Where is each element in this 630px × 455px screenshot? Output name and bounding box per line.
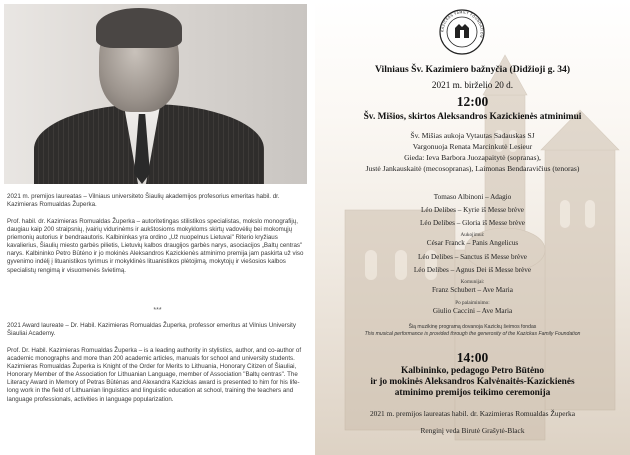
venue: Vilniaus Šv. Kazimiero bažnyčia (Didžioji g. 34) [374,64,571,75]
event-date: 2021 m. birželio 20 d. [431,80,514,90]
music-note-lt: Šią muzikinę programą dovanoja Kazickų šeimos fondas [408,324,537,330]
laureate-portrait [4,4,307,184]
program-item: Franz Schubert – Ave Maria [432,286,513,294]
program-item: Léo Delibes – Agnus Dei iš Messe brève [413,266,532,274]
mass-title: Šv. Mišios, skirtos Aleksandros Kazickienės atminimui [363,112,582,122]
program-item: Giulio Caccini – Ave Maria [432,307,513,315]
bio-lt: Prof. habil. dr. Kazimieras Romualdas Župerka – autoritetingas stilistikos specialistas, mokslo monografijų, daugiau kaip 200 straipsnių, įvairių vidurinėms ir aukštosioms mokykloms skirtų vadovėlių bei mokomųjų priemonių autorius ir bendraautoris. Kalbininkas yra ordino „Už nuopelnus Lietuvai" Riterio kryžiaus kavalierius, Šiaulių miesto garbės pilietis, Lietuvių kalbos draugijos garbės narys, asociacijos „Baltų centras" narys. Kalbininko Petro Būtėno ir jo mokinės Aleksandros Kazickienės atminimo premija jam paskirta už viso gyvenimo indėlį į lituanistikos tyrimus ir mokyklinės lituanistikos plėtojimą, mokytojų ir viešosios kalbos specialistų rengimą ir visuomenės švietimą. [7,218,304,274]
caption-en: 2021 Award laureate – Dr. Habil. Kazimieras Romualdas Župerka, professor emeritus at Vilnius University Šiauliai Academy. [7,322,296,338]
program-item: Léo Delibes – Kyrie iš Messe brève [421,206,524,214]
laureate-line: 2021 m. premijos laureatas habil. dr. Kazimieras Romualdas Župerka [369,409,576,418]
program-item: Tomaso Albinoni – Adagio [433,193,512,201]
ceremony-title-line: atminimo premijos teikimo ceremonija [394,388,551,398]
program-label: Po palaiminimo: [455,300,490,306]
performer-line: Gieda: Ieva Barbora Juozapaitytė (sopranas), [404,153,541,162]
music-note-en: This musical performance is provided through the generosity of the Kazickas Family Foundation [364,331,581,337]
performer-line: Justė Jankauskaitė (mecosopranas), Laimonas Bendaravičius (tenoras) [365,164,580,173]
ceremony-title-line: Kalbininko, pedagogo Petro Būtėno [400,366,545,376]
mass-time: 12:00 [456,94,489,109]
caption-lt: 2021 m. premijos laureatas – Vilniaus universiteto Šiaulių akademijos profesorius emeritas habil. dr. Kazimieras Romualdas Župerka. [7,193,280,209]
separator-stars: *** [153,307,162,314]
performer-line: Vargonuoja Renata Marcinkutė Lesieur [412,142,533,151]
foundation-seal-logo [438,8,486,56]
ceremony-time: 14:00 [456,350,489,365]
right-panel [315,0,630,455]
performer-line: Šv. Mišias aukoja Vytautas Sadauskas SJ [410,131,535,140]
program-label: Komunijai: [460,279,485,285]
host-line: Renginį veda Birutė Grašytė-Black [420,426,525,435]
bio-en: Prof. Dr. Habil. Kazimieras Romualdas Župerka – is a leading authority in stylistics, author, and co-author of academic monographs and more than 200 academic articles, manuals for school and university students. Kazimieras Romualdas Župerka is Knight of the Order for Merits to Lithuania, Honorary Citizen of Šiauliai, Honorary Member of the Association for Lithuanian Language, member of Association "Baltų centras". The Literacy Award in Memory of Petras Būtėnas and Alexandra Kazickas award is presented to him for his life-long work in the field of Lithuanian linguistics and linguistic education at school, training the teachers and language professionals, activities in language popularization. [7,347,302,403]
ceremony-title-line: ir jo mokinės Aleksandros Kalvėnaitės-Kazickienės [370,377,575,387]
logo-text: KAZICKAS FAMILY FOUNDATION [440,10,484,39]
program-item: Léo Delibes – Sanctus iš Messe brève [418,253,527,261]
program-label: Aukojimui: [460,232,485,238]
program-item: César Franck – Panis Angelicus [426,239,519,247]
program-item: Léo Delibes – Gloria iš Messe brève [420,219,525,227]
